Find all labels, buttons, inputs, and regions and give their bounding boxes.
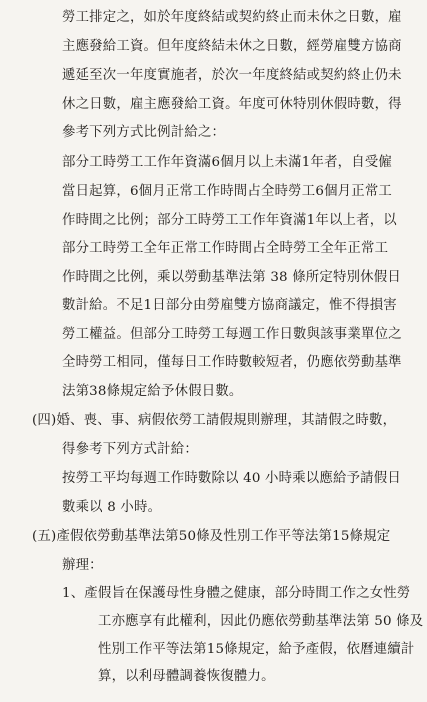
- paragraph-line: 當日起算，6個月正常工作時間占全時勞工6個月正常工: [62, 184, 393, 199]
- paragraph-line: 勞工排定之，如於年度終結或契約終止而未休之日數，雇: [62, 10, 402, 25]
- paragraph-line: 作時間之比例；部分工時勞工工作年資滿1年以上者，以: [62, 213, 397, 228]
- paragraph-line: 參考下列方式比例計給之：: [62, 125, 226, 140]
- paragraph-line: 數乘以 8 小時。: [62, 500, 162, 515]
- paragraph-line: 部分工時勞工工作年資滿6個月以上未滿1年者，自受僱: [62, 155, 393, 170]
- paragraph-line: 主應發給工資。但年度終結未休之日數，經勞雇雙方協商: [62, 39, 402, 54]
- paragraph-line: 性別工作平等法第15條規定，給予產假，依曆連續計: [98, 642, 415, 657]
- section-heading-line: (四)婚、喪、事、病假依勞工請假規則辦理，其請假之時數，: [32, 413, 397, 428]
- paragraph-line: 勞工權益。但部分工時勞工每週工作日數與該事業單位之: [62, 327, 402, 342]
- paragraph-line: 算，以利母體調養恢復體力。: [98, 669, 275, 684]
- paragraph-line: 作時間之比例，乘以勞動基準法第 38 條所定特別休假日: [62, 270, 401, 285]
- paragraph-line: 法第38條規定給予休假日數。: [62, 384, 243, 399]
- paragraph-line: 休之日數，雇主應發給工資。年度可休特別休假時數，得: [62, 97, 402, 112]
- paragraph-line: 按勞工平均每週工作時數除以 40 小時乘以應給予請假日: [62, 471, 401, 486]
- paragraph-line: 遞延至次一年度實施者，於次一年度終結或契約終止仍未: [62, 68, 402, 83]
- list-item-line: 1、產假旨在保護母性身體之健康，部分時間工作之女性勞: [62, 586, 411, 601]
- paragraph-line: 辦理：: [62, 558, 103, 573]
- paragraph-line: 數計給。不足1日部分由勞雇雙方協商議定，惟不得損害: [62, 298, 397, 313]
- paragraph-line: 工亦應享有此權利，因此仍應依勞動基準法第 50 條及: [98, 614, 424, 629]
- paragraph-line: 全時勞工相同，僅每日工作時數較短者，仍應依勞動基準: [62, 355, 402, 370]
- paragraph-line: 得參考下列方式計給：: [62, 442, 198, 457]
- section-heading-line: (五)產假依勞動基準法第50條及性別工作平等法第15條規定: [32, 529, 391, 544]
- paragraph-line: 部分工時勞工全年正常工作時間占全時勞工全年正常工: [62, 241, 389, 256]
